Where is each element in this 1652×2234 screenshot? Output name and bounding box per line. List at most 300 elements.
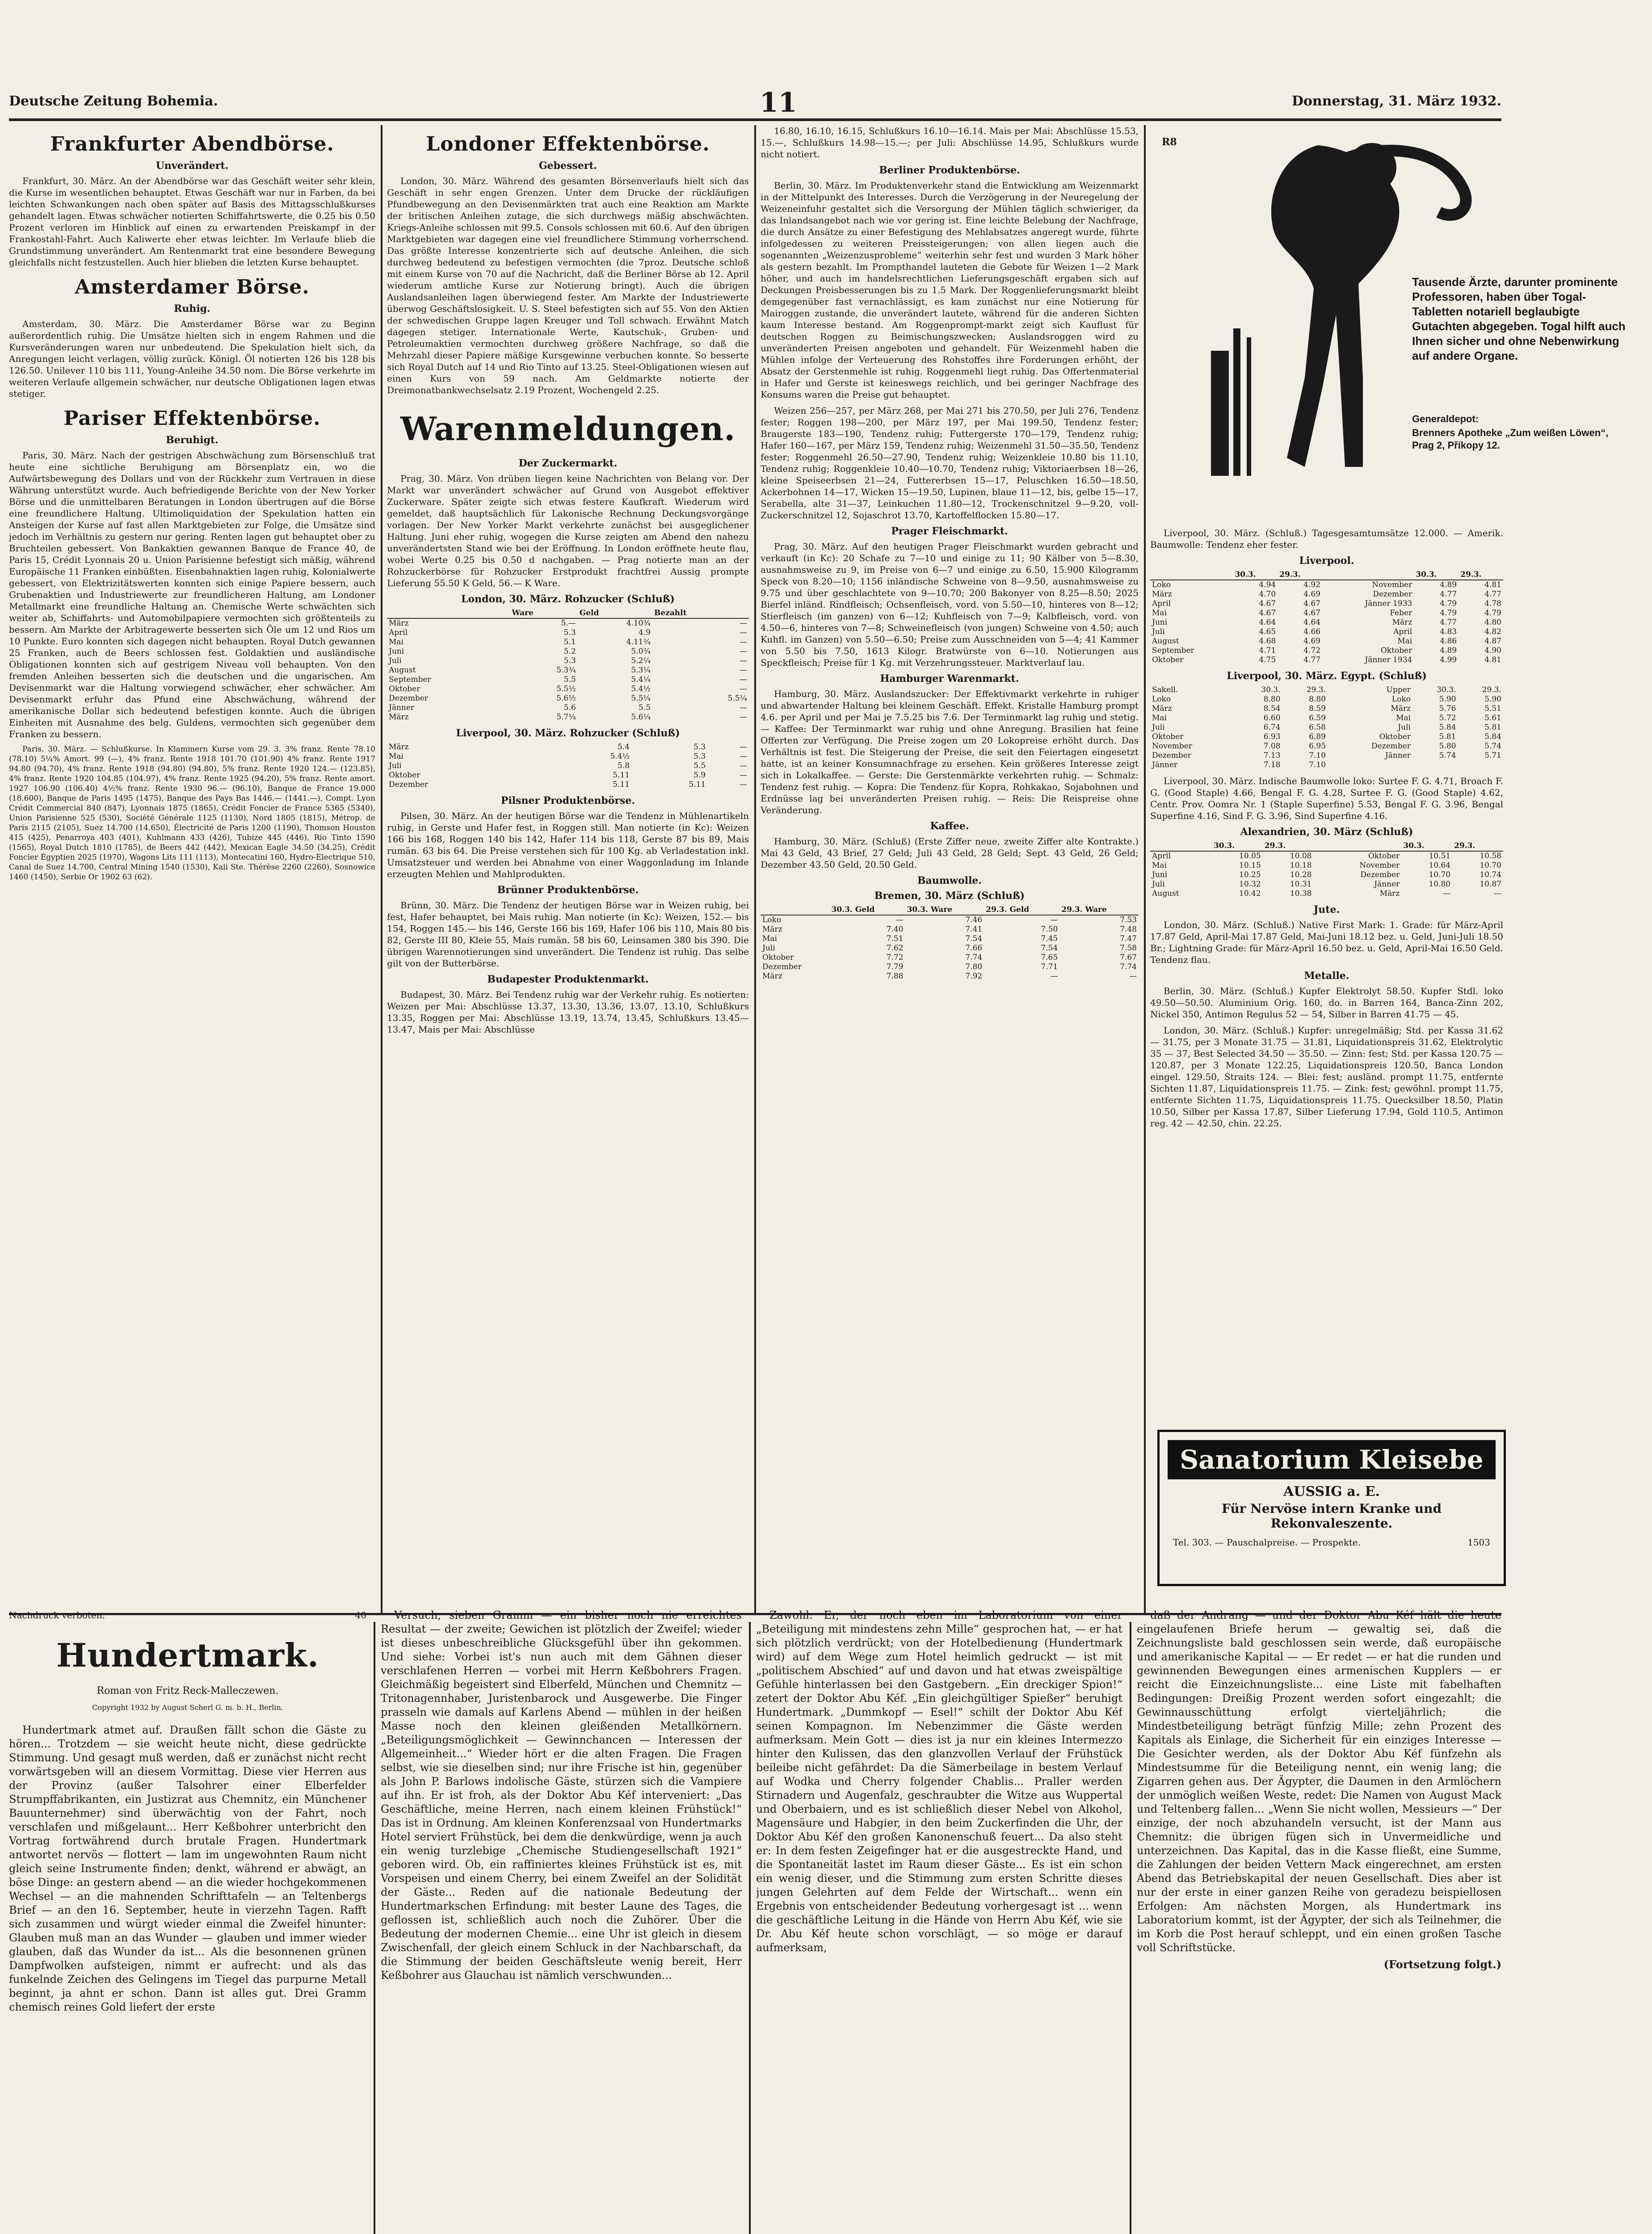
table-cell: 10.18 <box>1290 861 1312 870</box>
table-cell: 8.59 <box>1309 704 1326 713</box>
table-cell: 4.9 <box>638 628 651 637</box>
table-row <box>387 703 749 713</box>
article-text: Prag, 30. März. Von drüben liegen keine Nachrichten von Belang vor. Der Markt war unverändert schwächer auf Grund von Ausgebot effektiver Zuckerware. Später zeigte sich etwas festere Kaufkraft. Wiederum wird gemeldet, daß hauptsächlich für Lakonische Rechnung Deckungsvorgänge vorlagen. Der New Yorker Markt verkehrte zunächst bei ausgeglichener Haltung. Juni eher ruhig, wogegen die Kurse zeigten am Abend den nahezu unverändertsten Stand wie bei der Eröffnung. In London eröffnete heute flau, wobei Werte 0.25 bis 0.50 d nachgaben. — Prag notierte man an der Rohzuckerbörse für Rohzucker Erstprodukt frachtfrei Aussig prompte Lieferung 55.50 K Geld, 56.— K Ware. <box>387 473 749 588</box>
table-cell: 30.3. <box>1261 685 1281 694</box>
article-text: Prag, 30. März. Auf den heutigen Prager Fleischmarkt wurden gebracht und verkauft (in Kc): 20 Schafe zu 7—10 und einige zu 11; 90 Kälber von 5—8.30, ausnahmsweise zu 9, im Preise von 6—7 und einige zu 6.50, 15.900 Kilogramm Speck von 8.20—10; 1156 inländische Schweine von 8—9.50, ausnahmsweise zu 9.75 und über geschlachtete von 9—10.70; 200 Bakonyer von 8.25—8.50; 2025 Bierfel inländ. Rindfleisch; Ochsenfleisch, vord. von 5.50—10, hinteres von 8—12; Stierfleisch (im ganzen) von 6—12; Kuhfleisch von 7—9; Kalbfleisch, vord. von 4.50—6, hinteres von 7—8; Schweinefleisch (von jungen) Schweine von 4.50; auch Kuhfl. im Ganzen) von 5.50—6.50; Preise zum Ausschneiden von 5—4; 41 Kammer von 5.50 bis 7.50, 1613 Kilogr. Bratwürste von 6—10. Notierungen aus Speckfleisch; Preise für 1 Kg. mit Verzehrungssteuer. Marktverlauf lau. <box>761 541 1139 668</box>
table-row <box>1150 742 1503 751</box>
table-cell: 5.51 <box>1484 704 1501 713</box>
story-column-4 <box>1137 1608 1501 2234</box>
table-cell: 6.89 <box>1309 732 1326 741</box>
table-cell: — <box>740 666 747 675</box>
table-cell: 7.79 <box>886 962 904 971</box>
table-row <box>387 647 749 656</box>
table-cell: 4.83 <box>1440 627 1457 636</box>
section-subtitle: Metalle. <box>1304 970 1349 982</box>
table-cell: 5.4½ <box>610 752 630 761</box>
table-cell: 5.4 <box>617 743 630 752</box>
table-cell: Juli <box>1152 880 1165 889</box>
story-byline: Roman von Fritz Reck-Malleczewen. <box>97 1685 279 1696</box>
table-cell: 4.71 <box>1259 646 1276 655</box>
table-cell: — <box>740 628 747 637</box>
story-text: Versuch, sieben Gramm — ein bisher noch nie erreichtes Resultat — der zweite; Gewichen ist plötzlich der Zweifel; wieder ist dieses unbeschreibliche Glücksgefühl über ihn gekommen. Und siehe: Vorbei ist's nun auch mit dem Gähnen dieser verschlafenen Herren — vorbei mit Herrn Keßbohrers Fragen. Gleichmäßig begeistert sind Elberfeld, München und Chemnitz — Tritonagennhaber, Juristenbarock und Ausgewerbe. Die Finger prasseln wie damals auf Karlens Abend — mühlen in der heißen Masse noch den kleinen gleißenden Metallkörnern. „Beteiligungsmöglichkeit — Gewinnchancen — Interessen der Allgemeinheit...“ Wieder hört er die alten Fragen. Die Fragen selbst, wie sie dieselben sind; nur ihre Frische ist hin, gegenüber als John P. Barlows indolische Gäste, stürzen sich die Vampiere auf ihn. Er ist froh, als der Doktor Abu Kéf interveniert: „Das Geschäftliche, meine Herren, nach einem kleinen Frühstück!“ Das ist in Ordnung. Am kleinen Konferenzsaal von Hundertmarks Hotel serviert Frühstück, bei dem die denkwürdige, wenn ja auch ein wenig turzlebige „Chemische Studiengesellschaft 1921“ geboren wird. Ob, ein raffiniertes kleines Frühstück ist es, mit Vorspeisen und einem Cherry, bei einem Zweifel an der Solidität der Gäste... Reden auf die nationale Bedeutung der Hundertmarkschen Erfindung: mit bester Laune des Tages, die geflossen ist, schließlich auch noch die Zuhörer. Über die Bedeutung der modernen Chemie... eine Uhr ist gleich in diesem Zwischenfall, der gleich einem Schluck in der Nachbarschaft, da die Stimmung der beiden Geschäftsleute wenig bereit, Herr Keßbohrer aus Glauchau ist nämlich verschwunden... <box>381 1609 742 1982</box>
section-title: Frankfurter Abendbörse. <box>50 133 334 155</box>
table-cell: 7.18 <box>1263 760 1281 769</box>
table-cell: 7.50 <box>1041 925 1058 934</box>
table-cell: 5.84 <box>1484 732 1501 741</box>
column-rule <box>1130 1622 1131 2234</box>
table-row <box>387 713 749 722</box>
table-cell: Jänner <box>1152 760 1178 769</box>
table-cell: Juli <box>1152 723 1165 732</box>
section-subtitle: Baumwolle. <box>917 875 982 886</box>
table-cell: Oktober <box>1152 655 1184 664</box>
table-cell: 4.65 <box>1259 627 1276 636</box>
table-cell: 5.81 <box>1439 732 1456 741</box>
sanatorium-code: 1503 <box>1467 1537 1490 1548</box>
table-cell: 4.81 <box>1484 655 1501 664</box>
table-cell: 6.58 <box>1309 723 1326 732</box>
table-cell: 4.10¾ <box>626 619 651 628</box>
article-text: London, 30. März. Während des gesamten Börsenverlaufs hielt sich das Geschäft in sehr engen Grenzen. Unter dem Drucke der rückläufigen Pfundbewegung an den Devisenmärkten trat auch eine Reaktion am Markte der britischen Anleihen zutage, die sich durchwegs mäßig abschwächten. Kriegs-Anleihe schlossen mit 99.5. Consols schlossen mit 60.6. Auf den übrigen Marktgebieten war dagegen eine viel freundlichere Stimmung vorherrschend. Das größte Interesse konzentrierte sich auf deutsche Anleihen, die sich durchweg bedeutend zu befestigen vermochten (die 7proz. Deutsche schloß mit einem Kurse von 70 auf die Nachricht, daß die Berliner Börse ab 12. April wiederum amtliche Kurse zur Notierung bringt). Auch die übrigen Auslandsanleihen lagen überwiegend fester. Am Markte der Industriewerte überwog Geschäftslosigkeit. U. S. Steel befestigten sich auf 55. Von den Aktien der schwedischen Gruppe lagen Kreuger und Toll schwach. Erwähnt Match dagegen stetiger. Internationale Werte, Kautschuk-, Gruben- und Petroleumaktien vermochten durchweg größere Nachfrage, so daß die Mehrzahl dieser Papiere mäßige Kursgewinne verbuchen konnte. So besserte sich Royal Dutch auf 14 und Rio Tinto auf 13.25. Steel-Obligationen wiesen auf einen Kurs von 59 nach. Am Geldmarkte notierte der Dreimonatbankwechselsatz 2.19 Prozent, Wochengeld 2.25. <box>387 176 749 395</box>
table-cell: 5.11 <box>689 780 706 789</box>
table-cell: 4.99 <box>1440 655 1457 664</box>
table-row <box>387 743 749 752</box>
table-cell: 4.69 <box>1303 637 1321 646</box>
quote-list: Weizen 256—257, per März 268, per Mai 271 bis 270.50, per Juli 276, Tendenz fester; Roggen 198—200, per März 197, per Mai 199.50, Tendenz fester; Braugerste 183—190, Tendenz ruhig; Futtergerste 170—179, Tendenz ruhig; Hafer 160—167, per März 159, Tendenz ruhig; Weizenmehl 31.50—35.50, Tendenz fester; Roggenmehl 26.50—27.90, Tendenz ruhig; Weizenkleie 10.80 bis 11.10, Tendenz ruhig; Roggenkleie 10.40—10.70, Tendenz ruhig; Viktoriaerbsen 18—26, kleine Speiseerbsen 21—24, Futtererbsen 15—17, Peluschken 16.50—18.50, Ackerbohnen 14—17, Wicken 15—19.50, Lupinen, blaue 11—12, bis, gelbe 15—17, Serabella, alte 31—37, Leinkuchen 11.80—12, Trockenschnitzel 9—9.20, voll- Zuckerschnitzel 12, Sojaschrot 13.70, Kartoffelflocken 15.80—17. <box>761 405 1139 521</box>
table-cell: Jänner <box>1385 751 1411 760</box>
table-row <box>761 925 1139 934</box>
table-cell: Mai <box>1152 609 1167 617</box>
table-cell: 5.3¼ <box>631 666 651 675</box>
table-cell: 6.95 <box>1309 742 1326 751</box>
table-header-cell: 30.3. Ware <box>905 905 984 915</box>
table-cell: November <box>1372 580 1412 589</box>
table-cell: März <box>762 972 782 981</box>
section-subtitle: Prager Fleischmarkt. <box>891 525 1008 537</box>
table-header-cell: 29.3. Geld <box>984 905 1059 915</box>
article-text: Paris, 30. März. Nach der gestrigen Abschwächung zum Börsenschluß trat heute eine sichtliche Beruhigung am Börsenplatz ein, wo die Aufwärtsbewegung des Dollars und von der Rückkehr zum Vertrauen in diese Währung unterstützt wurde. Auch befriedigende Berichte von der New Yorker Börse und die unmittelbaren Beratungen in London übertrugen auf die Börse eine freundlichere Haltung. Ultimoliquidation der Spekulation hatten ein Ansteigen der Kurse auf fast allen Marktgebieten zur Folge, die Umsätze sind jedoch im Verhältnis zu gestern nur gering. Renten lagen gut behauptet ober zu Bruchteilen gebessert. Von Bankaktien gewannen Banque de France 40, de Paris 15, Crédit Lyonnais 20 u. Union Parisienne befestigt sich mäßig, während Europäische 11 Franken einbüßten. Eisenbahnaktien lagen ruhig, Kolonialwerte gebessert, von Elektrizitätswerten konnten sich einige Papiere bessern, auch Grubenaktien und Industriewerte zur freundlicheren Haltung, am Londoner Metallmarkt eine freundliche Haltung an. Chemische Werte schwächten sich weiter ab, Schiffahrts- und Automobilpapiere vermochten sich größtenteils zu bessern. Am Markte der Arbitragewerte besserten sich Öle um 12 und Rios um 10 Punkte. Euro konnten sich dagegen nicht behaupten. Royal Dutch gewannen 25 Franken, auch de Beers schlossen fest. Goldaktien und ausländische Obligationen konnten sich auf gestrigem Niveau voll behaupten. Von den fremden Anleihen besserten sich die deutschen und die ungarischen. Am Devisenmarkt war die Haltung vorwiegend schwächer, eher schwächer. Am Devisenmarkt erfuhr das Pfund eine Abschwächung, während der amerikanische Dollar sich bedeutend befestigen konnte. Auch die übrigen Einheiten mit Ausnahme des belg. Guldens, vermochten sich gegenüber dem Franken zu bessern. <box>9 450 375 739</box>
table-cell: Dezember <box>1360 870 1400 879</box>
table-cell: 10.80 <box>1429 880 1451 889</box>
table-row <box>1150 889 1503 899</box>
table-cell: 4.68 <box>1259 637 1276 646</box>
table-cell: 5.81 <box>1484 723 1501 732</box>
table-cell: 4.79 <box>1440 609 1457 617</box>
table-header-cell: 30.3. <box>1414 570 1459 580</box>
table-cell: 5.6½ <box>556 694 576 703</box>
table-cell: — <box>1494 889 1501 898</box>
table-cell: März <box>1392 618 1412 627</box>
table-cell: — <box>740 675 747 684</box>
column-1 <box>9 125 375 1608</box>
table-cell: März <box>1379 889 1400 898</box>
table-header-row <box>387 609 749 618</box>
table-cell: 5.61 <box>1484 714 1501 722</box>
table-cell: 5.— <box>561 619 576 628</box>
table-row <box>1150 618 1503 627</box>
sanatorium-purpose: Für Nervöse intern Kranke und Rekonvaleszente. <box>1221 1501 1442 1531</box>
table-cell: — <box>740 647 747 656</box>
table-header-row <box>1150 570 1503 580</box>
table-cell: Mai <box>389 638 404 647</box>
table-row <box>387 752 749 761</box>
table-cell: 4.90 <box>1484 646 1501 655</box>
table-cell: Mai <box>1152 861 1167 870</box>
table-cell: Oktober <box>1152 732 1184 741</box>
table-cell: 7.72 <box>886 953 904 962</box>
table-cell: 5.3 <box>694 752 706 761</box>
table-cell: 7.80 <box>965 962 983 971</box>
section-subtitle: Ruhig. <box>174 303 210 315</box>
togal-advertisement <box>1162 127 1635 494</box>
table-header-cell: Ware <box>510 609 577 618</box>
table-row <box>387 684 749 694</box>
table-row <box>761 953 1139 962</box>
table-cell: 7.13 <box>1263 751 1281 760</box>
table-cell: 5.74 <box>1484 742 1501 751</box>
table-header-row <box>1150 841 1503 851</box>
table-caption: Liverpool, 30. März. Rohzucker (Schluß) <box>456 727 680 739</box>
table-cell: — <box>740 752 747 761</box>
column-rule <box>381 125 383 1613</box>
table-cell: — <box>1050 915 1058 924</box>
table-cell: 4.94 <box>1259 580 1276 589</box>
table-cell: 8.80 <box>1263 695 1281 704</box>
article-text: Amsterdam, 30. März. Die Amsterdamer Börse war zu Beginn außerordentlich ruhig. Die Umsätze hielten sich in engem Rahmen und die Kursveränderungen waren nur unbedeutend. Die Spekulation hielt sich, da Anregungen leicht verlagen, völlig zurück. Königl. Öl notierten 126 bis 128 bis 126.50. Unilever 110 bis 111, Young-Anleihe 34.50 nom. Die Börse verkehrte im weiteren Verlaufe allgemein schwächer, nur deutsche Obligationen lagen etwas stetiger. <box>9 319 375 399</box>
table-cell: Mai <box>1397 637 1412 646</box>
table-cell: Dezember <box>1152 751 1191 760</box>
article-text: Frankfurt, 30. März. An der Abendbörse war das Geschäft weiter sehr klein, die Kurse im wesentlichen behauptet. Etwas Geschäft war nur in Farben, da bei leichten Schwankungen nach oben später auf Basis des Mittagsschlußkurses gehandelt lagen. Etwas schwächer notierten Schiffahrtswerte, die 0.25 bis 0.50 Prozent verloren im Hinblick auf einen zu erwartenden Preiskampf in der Frankostahl-Fahrt. Auch Kaliwerte eher etwas leichter. Im Verlaufe blieb die Grundstimmung unverändert. Am Rentenmarkt trat eine besondere Bewegung gleichfalls nicht festzustellen. Auch hier blieben die letzten Kurse behauptet. <box>9 176 375 268</box>
table-cell <box>1458 760 1503 770</box>
article-text: Berlin, 30. März. (Schluß.) Kupfer Elektrolyt 58.50. Kupfer Stdl. loko 49.50—50.50. Aluminium Orig. 160, do. in Barren 164, Banca-Zinn 202, Nickel 350, Antimon Regulus 52 — 54, Silber in Barren 41.75 — 45. <box>1150 986 1503 1020</box>
table-cell: März <box>1152 704 1172 713</box>
table-cell: — <box>740 771 747 780</box>
table-cell: 10.25 <box>1239 870 1261 879</box>
table-cell: 10.58 <box>1480 852 1501 861</box>
table-cell: Jänner <box>389 703 415 712</box>
table-cell: 5.5½ <box>556 684 576 693</box>
table-cell: — <box>740 684 747 693</box>
table-caption: Liverpool, 30. März. Egypt. (Schluß) <box>1227 670 1427 682</box>
table-header-cell <box>387 609 510 618</box>
table-cell: — <box>895 915 904 924</box>
table-cell: 5.5 <box>563 675 576 684</box>
table-cell: 4.77 <box>1440 590 1457 599</box>
table-row <box>1150 760 1503 770</box>
table-cell: 7.10 <box>1309 760 1326 769</box>
table-cell: 4.77 <box>1440 618 1457 627</box>
table-cell: Upper <box>1386 685 1411 694</box>
table-cell: September <box>389 675 431 684</box>
table-cell: Juli <box>389 761 402 770</box>
table-cell: — <box>740 743 747 752</box>
table-cell: 7.74 <box>1120 962 1137 971</box>
article-text: Hamburg, 30. März. Auslandszucker: Der Effektivmarkt verkehrte in ruhiger und abwartender Haltung bei kleinem Geschäft. Effekt. Kristalle Hamburg prompt 4.6. per April und per Mai je 7.5.25 bis 7.6. Der Terminmarkt lag ruhig und stetig. — Kaffee: Der Terminmarkt war ruhig und ohne Anregung. Brasilien hat feine Offerten zur Verfügung. Die Preise zogen um 20 Lokopreise erhöht durch. Das Verhältnis ist fest. Die Steigerung der Preise, die seit den Feiertagen eingesetzt hatte, ist an keiner Konsumnachfrage zu ersehen. Kein größeres Interesse zeigt sich in Lokalkaffee. — Gerste: Die Gerstenmärkte verkehrten ruhig. — Schmalz: Tendenz fest ruhig. — Kopra: Die Tendenz für Kopra, Rohkakao, Sojabohnen und Erdnüsse lag bei unveränderten Preisen ruhig. — Reis: Die Reispreise ohne Veränderung. <box>761 689 1139 815</box>
quote-list: Paris, 30. März. — Schlußkurse. In Klammern Kurse vom 29. 3. 3% franz. Rente 78.10 (78.10) 5¼% Amort. 99 (—), 4% franz. Rente 1918 101.70 (101.90) 4% franz. Rente 1917 94.80 (94.70), 4% franz. Rente 1918 (94.80) (94.80), 5% franz. Rente 1920 124.— (123.85), 4% franz. Rente 1920 104.85 (104.97), 4% franz. Rente 1925 (94.20), 5% franz. Rente amort. 1927 106.90 (106.40) 4½% franz. Rente 1930 96.— (96.10), Banque de France 19.000 (18.600), Banque de Paris 1495 (1475), Banque des Pays Bas 1446.— (1441.—), Compt. Lyon Crédit Commercial 840 (847), Lyonnais 1875 (1865), Crédit Foncier de France 5365 (5340), Union Parisienne 525 (530), Société Générale 1125 (1130), Nord 1805 (1815), Métrop. de Paris 2115 (2105), Suez 14.700 (14.650), Électricité de Paris 1200 (1190), Thomson Houston 415 (425), Penarroya 403 (401), Kuhlmann 433 (426), Tubize 445 (446), Rio Tinto 1590 (1565), Royal Dutch 1810 (1785), de Beers 442 (442), Mexican Eagle 34.50 (34.25), Crédit Foncier Égyptien 2025 (1970), Wagons Lits 111 (113), Montecatini 160, Hydro-Electrique 510, Canal de Suez 14.700, Central Mining 1540 (1530), Kali Ste. Thérèse 2260 (2260), Sosnowice 1460 (1450), Serbie Or 1902 63 (62). <box>9 745 375 882</box>
table-cell: 6.74 <box>1263 723 1281 732</box>
table-cell: 4.67 <box>1303 609 1321 617</box>
table-cell: 5.71 <box>1484 751 1501 760</box>
liverpool-cotton-table <box>1150 570 1503 665</box>
table-cell: 5.72 <box>1439 714 1456 722</box>
article-text: Liverpool, 30. März. (Schluß.) Tagesgesamtumsätze 12.000. — Amerik. Baumwolle: Tendenz eher fester. <box>1150 528 1503 550</box>
table-cell: Loko <box>762 915 782 924</box>
table-cell: 29.3. <box>1306 685 1326 694</box>
table-header-cell: 30.3. Geld <box>830 905 905 915</box>
table-cell: 7.74 <box>965 953 983 962</box>
table-header-cell <box>1314 841 1402 851</box>
table-cell: Juli <box>389 656 402 665</box>
story-title: Hundertmark. <box>56 1636 319 1674</box>
page-header <box>9 87 1501 121</box>
table-row <box>387 694 749 703</box>
table-cell: Dezember <box>1371 742 1411 751</box>
table-cell <box>1328 760 1412 770</box>
table-cell: 4.78 <box>1484 599 1501 608</box>
table-cell: Oktober <box>1368 852 1400 861</box>
table-cell: 4.77 <box>1303 655 1321 664</box>
table-cell: März <box>389 619 409 628</box>
table-cell: Mai <box>1152 714 1167 722</box>
table-cell: September <box>1152 646 1194 655</box>
column-rule <box>749 1622 751 2234</box>
story-column-1 <box>9 1608 366 2234</box>
table-cell: August <box>1152 889 1179 898</box>
london-sugar-table <box>387 609 749 722</box>
table-cell: 5.9 <box>694 771 706 780</box>
table-cell: 5.6¼ <box>631 713 651 722</box>
table-cell: 10.64 <box>1429 861 1451 870</box>
table-cell: 4.72 <box>1303 646 1321 655</box>
table-header-cell: 29.3. Ware <box>1059 905 1139 915</box>
table-cell: 10.15 <box>1239 861 1261 870</box>
column-rule <box>754 125 756 1613</box>
story-text: Zawohl: Er, der noch eben im Laboratorium von einer „Beteiligung mit mindestens zehn Mille“ gesprochen hat, — er hat sich plötzlich verdrückt; von der Hotelbedienung (Hundertmark wird) auf dem Wege zum Hotel heimlich gedruckt — ist mit „politischem Abschied“ auf und davon und hat etwas zweispältige Gefühle hinterlassen bei den Gastgebern. „Ein dreckiger Spion!“ zetert der Doktor Abu Kéf. „Ein gleichgültiger Spießer“ beruhigt Hundertmark. „Dummkopf — Esel!“ schilt der Doktor Abu Kéf seinen Kompagnon. Im Nebenzimmer die Gäste werden aufmerksam. Mein Gott — dies ist ja nur ein kleines Intermezzo hinter den Kulissen, das den glanzvollen Verlauf der Frühstück beileibe nicht gefährdet: Da die Sämerbeilage in bestem Verlauf auf Wodka und Cherry folgender Chablis... Praller werden Stirnadern und Augenfalz, geschraubter die Witze aus Wuppertal und Oberbaiern, und es ist schließlich dieser Nebel von Alkohol, Magensäure und Habgier, in den beim Zuckerfinden die Uhr, der Doktor Abu Kéf den großen Kanonenschuß feuert... Da also steht er: In dem festen Zeigefinger hat er die ausgestreckte Hand, und die Spontaneität lastet im Raum dieser Gäste... Es ist ein schon ein wenig dieser, und die Stimmung zum ersten Schritte dieses jungen Gelehrten auf dem Felde der Wirtschaft... wenn ein Ergebnis von entscheidender Bedeutung vorhergesagt ist ... wenn die geschäftliche Leitung in die Hände von Herrn Abu Kéf, wie sie Dr. Abu Kéf heute schon vorschlägt, — so möge er darauf aufmerksam, <box>756 1609 1122 1954</box>
table-caption: Bremen, 30. März (Schluß) <box>874 890 1025 902</box>
sanatorium-phone: Tel. 303. — Pauschalpreise. — Prospekte. <box>1173 1537 1361 1548</box>
table-cell: — <box>740 703 747 712</box>
table-cell: 10.05 <box>1239 852 1261 861</box>
table-row <box>387 675 749 684</box>
table-cell: 6.93 <box>1263 732 1281 741</box>
table-cell: 7.48 <box>1120 925 1137 934</box>
sanatorium-location: AUSSIG a. E. <box>1283 1484 1380 1499</box>
table-cell: 7.10 <box>1309 751 1326 760</box>
table-header-cell: Geld <box>578 609 652 618</box>
table-cell: 5.76 <box>1439 704 1456 713</box>
table-caption: Alexandrien, 30. März (Schluß) <box>1240 826 1413 838</box>
table-cell: November <box>1152 742 1192 751</box>
table-row <box>1150 723 1503 732</box>
table-cell: 5.11 <box>613 780 630 789</box>
table-cell: März <box>762 925 782 934</box>
table-row <box>387 761 749 771</box>
article-text: Berlin, 30. März. Im Produktenverkehr stand die Entwicklung am Weizenmarkt in der Mittelpunkt des Interesses. Durch die Verzögerung in der Neuregelung der Weizeneinfuhr gestaltet sich die Versorgung der Mühlen täglich schwieriger, da das Inlandsangebot nach wie vor gering ist. Eine leichte Belebung der Nachfrage, die durch Ansätze zu einer Befestigung des Mehlabsatzes angeregt wurde, führte infolgedessen zu weiteren Preissteigerungen; von allen liegen auch die sogenannten „Weizenzusprobleme“ weiterhin sehr fest und wurden 3 Mark höher als gestern bezahlt. Im Prompthandel lauteten die Gebote für Weizen 1—2 Mark höher, und auch im handelsrechtlichen Lieferungsgeschäft ergaben sich auf Deckungen Preisbesserungen bis zu 1.5 Mark. Der Roggenlieferungsmarkt bleibt demgegenüber fast vernachlässigt, es kam zunächst nur eine Notierung für Mairoggen zustande, die unverändert lautete, während für die anderen Sichten kaum Interesse bestand. Am Roggenprompt-markt zeigt sich Kauflust für deutschen Roggen zu Beimischungszwecken; Auslandsroggen wird zu unveränderten Preisen angeboten und gehandelt. Für Weizenmehl haben die Mühlen infolge der Verteuerung des Rohstoffes ihre Forderungen erhöht, der Absatz der Gerstenmehle ist ruhig. Roggenmehl liegt ruhig. Das Offertenmaterial in Hafer und Gerste ist keineswegs reichlich, und bei geringer Nachfrage des Konsums waren die Preise gut behauptet. <box>761 180 1139 400</box>
table-header-cell: 30.3. <box>1233 570 1278 580</box>
table-cell: August <box>1152 637 1179 646</box>
table-cell: 7.40 <box>886 925 904 934</box>
table-cell: Feber <box>1390 609 1412 617</box>
table-cell: 10.87 <box>1480 880 1501 889</box>
table-cell: 5.1 <box>563 638 576 647</box>
table-cell: 5.5¼ <box>727 694 747 703</box>
table-cell: 4.67 <box>1259 609 1276 617</box>
table-cell: 5.6 <box>563 703 576 712</box>
table-cell: 5.5¼ <box>631 694 651 703</box>
table-cell: 4.64 <box>1303 618 1321 627</box>
table-row <box>761 934 1139 944</box>
table-cell: 7.62 <box>886 944 904 953</box>
table-cell: Loko <box>1391 695 1411 704</box>
table-cell: — <box>1129 972 1137 981</box>
story-text: daß der Andrang — und der Doktor Abu Kéf hält die heute eingelaufenen Briefe herum — gewaltig sei, daß die Zeichnungsliste bald geschlossen sein werde, daß europäische und amerikanische Kapital — — Er redet — er hat die runden und gewinnenden Bewegungen eines armenischen Kupplers — er reicht die Einzeichnungsliste... eine Liste mit fabelhaften Bedingungen: Dreißig Prozent werden sofort eingezahlt; die Gewinnausschüttung erfolgt vierteljährlich; die Mindestbeteiligung beträgt fünfzig Mille; zehn Prozent des Kapitals als Einlage, die Sicherheit für ein einziges Interesse — Die Gesichter werden, als der Doktor Abu Kéf fünfzehn als Mindestsumme für die Beteiligung nennt, ein wenig lang; die Zigarren gehen aus. Der Ägypter, die Daumen in den Armlöchern der unmöglich weißen Weste, redet: Die Namen von August Mack und Teltenberg fallen... „Wenn Sie nicht wollen, Messieurs —“ Der einzige, der noch abzuhandeln versucht, ist der Mann aus Chemnitz: die übrigen fügen sich in Unvermeidliche und unterzeichnen. Das Kapital, das in die Kasse fließt, eine Summe, die Zahlungen der beiden Vettern Mack eingerechnet, am ersten Abend das Betriebskapital der neuen Gesellschaft. Dies aber ist nur der erste in einer ganzen Reihe von geradezu beispiellosen Erfolgen: Am nächsten Morgen, als Hundertmark ins Laboratorium kommt, ist der Ägypter, der sich als Teilnehmer, die im Korb die Post herauf schleppt, und ein einen großen Tasche voll Schriftstücke. <box>1137 1609 1501 1954</box>
table-cell: Juli <box>1152 627 1165 636</box>
liverpool-sugar-table <box>387 743 749 789</box>
table-cell: 7.58 <box>1120 944 1137 953</box>
table-cell: April <box>1152 599 1171 608</box>
table-cell: März <box>389 743 409 752</box>
table-cell: 5.5 <box>638 703 651 712</box>
table-cell: 7.67 <box>1120 953 1137 962</box>
liverpool-egypt-table <box>1150 685 1503 770</box>
table-cell: August <box>389 666 416 675</box>
table-cell: 5.3¾ <box>556 666 576 675</box>
table-cell: 4.80 <box>1484 618 1501 627</box>
table-row <box>387 656 749 666</box>
table-cell: 4.11¾ <box>626 638 651 647</box>
table-cell: 5.11 <box>613 771 630 780</box>
section-subtitle: Hamburger Warenmarkt. <box>880 673 1019 684</box>
table-row <box>1150 851 1503 861</box>
table-row <box>761 962 1139 972</box>
table-cell: November <box>1359 861 1400 870</box>
table-cell: 7.53 <box>1120 915 1137 924</box>
section-subtitle: Unverändert. <box>156 160 229 172</box>
ad-text: Tausende Ärzte, darunter prominente Professoren, haben über Togal-Tabletten notariell beglaubigte Gutachten abgegeben. Togal hilft auch Ihnen sicher und ohne Nebenwirkung auf andere Organe. <box>1412 275 1626 362</box>
column-rule <box>374 1622 375 2234</box>
table-cell: 5.3 <box>563 628 576 637</box>
table-row <box>387 628 749 638</box>
table-cell: Juni <box>1152 618 1168 627</box>
table-cell: 8.80 <box>1309 695 1326 704</box>
table-row <box>1150 751 1503 760</box>
table-cell: 5.5 <box>694 761 706 770</box>
table-row <box>1150 627 1503 637</box>
table-cell: April <box>1393 627 1412 636</box>
table-cell: 5.80 <box>1439 742 1456 751</box>
table-cell: 7.47 <box>1120 934 1137 943</box>
table-cell: April <box>389 628 408 637</box>
table-cell: 7.46 <box>965 915 983 924</box>
section-subtitle: Pilsner Produktenbörse. <box>500 795 635 806</box>
table-cell: Oktober <box>389 684 420 693</box>
table-cell: Juni <box>389 647 404 656</box>
table-cell: 8.54 <box>1263 704 1281 713</box>
table-cell: März <box>1391 704 1411 713</box>
sanatorium-contact <box>1160 1537 1504 1548</box>
column-4 <box>1150 527 1503 1421</box>
table-cell: 10.70 <box>1480 861 1501 870</box>
table-cell: 10.51 <box>1429 852 1451 861</box>
sanatorium-advertisement <box>1157 1430 1506 1586</box>
bremen-cotton-table <box>761 905 1139 981</box>
table-cell: Oktober <box>389 771 420 780</box>
table-cell: Mai <box>389 752 404 761</box>
table-row <box>387 780 749 789</box>
table-row <box>1150 646 1503 655</box>
section-title: Amsterdamer Börse. <box>75 276 310 298</box>
table-cell: Mai <box>762 934 777 943</box>
table-cell: 4.75 <box>1259 655 1276 664</box>
table-cell: 7.51 <box>886 934 904 943</box>
table-cell: 10.31 <box>1290 880 1312 889</box>
table-header-cell <box>761 905 830 915</box>
story-text: Hundertmark atmet auf. Draußen fällt schon die Gäste zu hören... Trotzdem — sie weicht heute nicht, diese gedrückte Stimmung. Und gesagt muß werden, daß er zunächst nicht recht vorwärtsgeben will an diesem Vormittag. Diese vier Herren aus der Provinz (außer Talsohrer einer Elberfelder Strumpffabrikanten, ein Justizrat aus Chemnitz, ein Münchener Bauunternehmer) sind überwächtig von der Fahrt, noch verschlafen und mißgelaunt... Herr Keßbohrer unterbricht den Vortrag fortwährend durch brutale Fragen. Hundertmark antwortet nervös — flottert — lam im ungewohnten Raum nicht gleich seine Instrumente finden; denkt, während er abwägt, an böse Dinge: an gestern abend — an die wieder hochgekommenen Wechsel — an die mahnenden Schrifttafeln — an Teltenbergs Brief — an den 16. September, heute in vierzehn Tagen. Rafft sich zusammen und würgt wieder einmal die Zweifel hinunter: Glauben muß man an das Wunder — glauben und immer wieder glauben, daß das Wunder da ist... Als die besonnenen grünen Dampfwolken aufsteigen, nimmt er aufrecht: und als das funkelnde Zeichen des Gelingens im Tiegel das purpurne Metall beginnt, ja ahnt er schon. Dann ist alles gut. Drei Gramm chemisch reines Gold liefert der erste <box>9 1724 366 2013</box>
table-cell: Mai <box>1396 714 1411 722</box>
column-2 <box>387 125 749 1608</box>
table-cell: 10.08 <box>1290 852 1312 861</box>
table-cell: 5.4¼ <box>631 675 651 684</box>
table-row <box>1150 609 1503 618</box>
table-cell <box>1412 760 1458 770</box>
table-cell: 4.81 <box>1484 580 1501 589</box>
table-cell: 5.4½ <box>631 684 651 693</box>
table-row <box>1150 704 1503 714</box>
section-title: Pariser Effektenbörse. <box>63 407 321 430</box>
table-header-cell: 29.3. <box>1278 570 1322 580</box>
table-header-cell <box>1322 570 1414 580</box>
section-subtitle: Berliner Produktenbörse. <box>879 164 1020 176</box>
table-cell: 4.79 <box>1440 599 1457 608</box>
table-row <box>1150 880 1503 889</box>
table-cell: — <box>740 638 747 647</box>
table-row <box>1150 861 1503 870</box>
table-cell: 5.0¾ <box>631 647 651 656</box>
table-row <box>761 972 1139 981</box>
article-text: Brünn, 30. März. Die Tendenz der heutigen Börse war in Weizen ruhig, bei fest, Hafer behauptet, bei Mais ruhig. Man notierte (in Kc): Weizen, 152.— bis 154, Roggen 145.— bis 146, Gerste 166 bis 169, Hafer 106 bis 110, Mais 80 bis 82, Gerste III 80, Kleie 55, Mais rumän. 58 bis 60, Leinsamen 380 bis 390. Die übrigen Warennotierungen sind unverändert. Die Tendenz ist ruhig. Das selbe gilt von der Butterbörse. <box>387 900 749 969</box>
table-cell: — <box>740 761 747 770</box>
table-cell: Sakell. <box>1152 685 1178 694</box>
table-cell: — <box>1443 889 1451 898</box>
table-cell: Dezember <box>389 694 428 703</box>
table-cell: 4.87 <box>1484 637 1501 646</box>
section-subtitle: Budapester Produktenmarkt. <box>487 974 649 985</box>
table-cell: 5.90 <box>1439 695 1456 704</box>
table-row <box>387 638 749 647</box>
installment-number: 40 <box>355 1610 366 1621</box>
column-3 <box>761 125 1139 1608</box>
continued-note: (Fortsetzung folgt.) <box>1383 1958 1501 1971</box>
table-row <box>1150 870 1503 880</box>
section-subtitle: Gebessert. <box>538 160 597 172</box>
section-subtitle: Jute. <box>1313 904 1340 915</box>
table-cell: 4.67 <box>1303 599 1321 608</box>
table-cell: 7.92 <box>965 972 983 981</box>
table-cell: Loko <box>1152 695 1171 704</box>
table-cell: 10.38 <box>1290 889 1312 898</box>
table-cell: 5.84 <box>1439 723 1456 732</box>
table-cell: 7.54 <box>1041 944 1058 953</box>
table-cell: 10.28 <box>1290 870 1312 879</box>
table-header-cell: Bezahlt <box>652 609 749 618</box>
table-cell: 4.70 <box>1259 590 1276 599</box>
table-cell: Oktober <box>1379 732 1411 741</box>
article-text: London, 30. März. (Schluß.) Kupfer: unregelmäßig; Std. per Kassa 31.62 — 31.75, per 3 Monate 31.75 — 31.81, Liquidationspreis 31.62, Elektrolytic 35 — 37, Best Selected 34.50 — 35.50. — Zinn: fest; Std. per Kassa 120.75 — 120.87, per 3 Monate 122.25, Liquidationspreis 120.50, Banca London eingel. 129.50, Straits 124. — Blei: fest; ausländ. prompt 11.75, entfernte Sichten 11.87, Liquidationspreis 11.75. — Zink: fest; gewöhnl. prompt 11.75, entfernte Sichten 11.75, Liquidationspreis 11.75. Quecksilber 18.50, Platin 10.50, Silber per Kassa 17.87, Silber Lieferung 17.94, Gold 110.5, Antimon reg. 42 — 42.50, chin. 22.25. <box>1150 1025 1503 1129</box>
table-cell: 29.3. <box>1482 685 1501 694</box>
table-row <box>1150 714 1503 723</box>
table-header-cell <box>1150 841 1212 851</box>
table-cell: 4.79 <box>1484 609 1501 617</box>
